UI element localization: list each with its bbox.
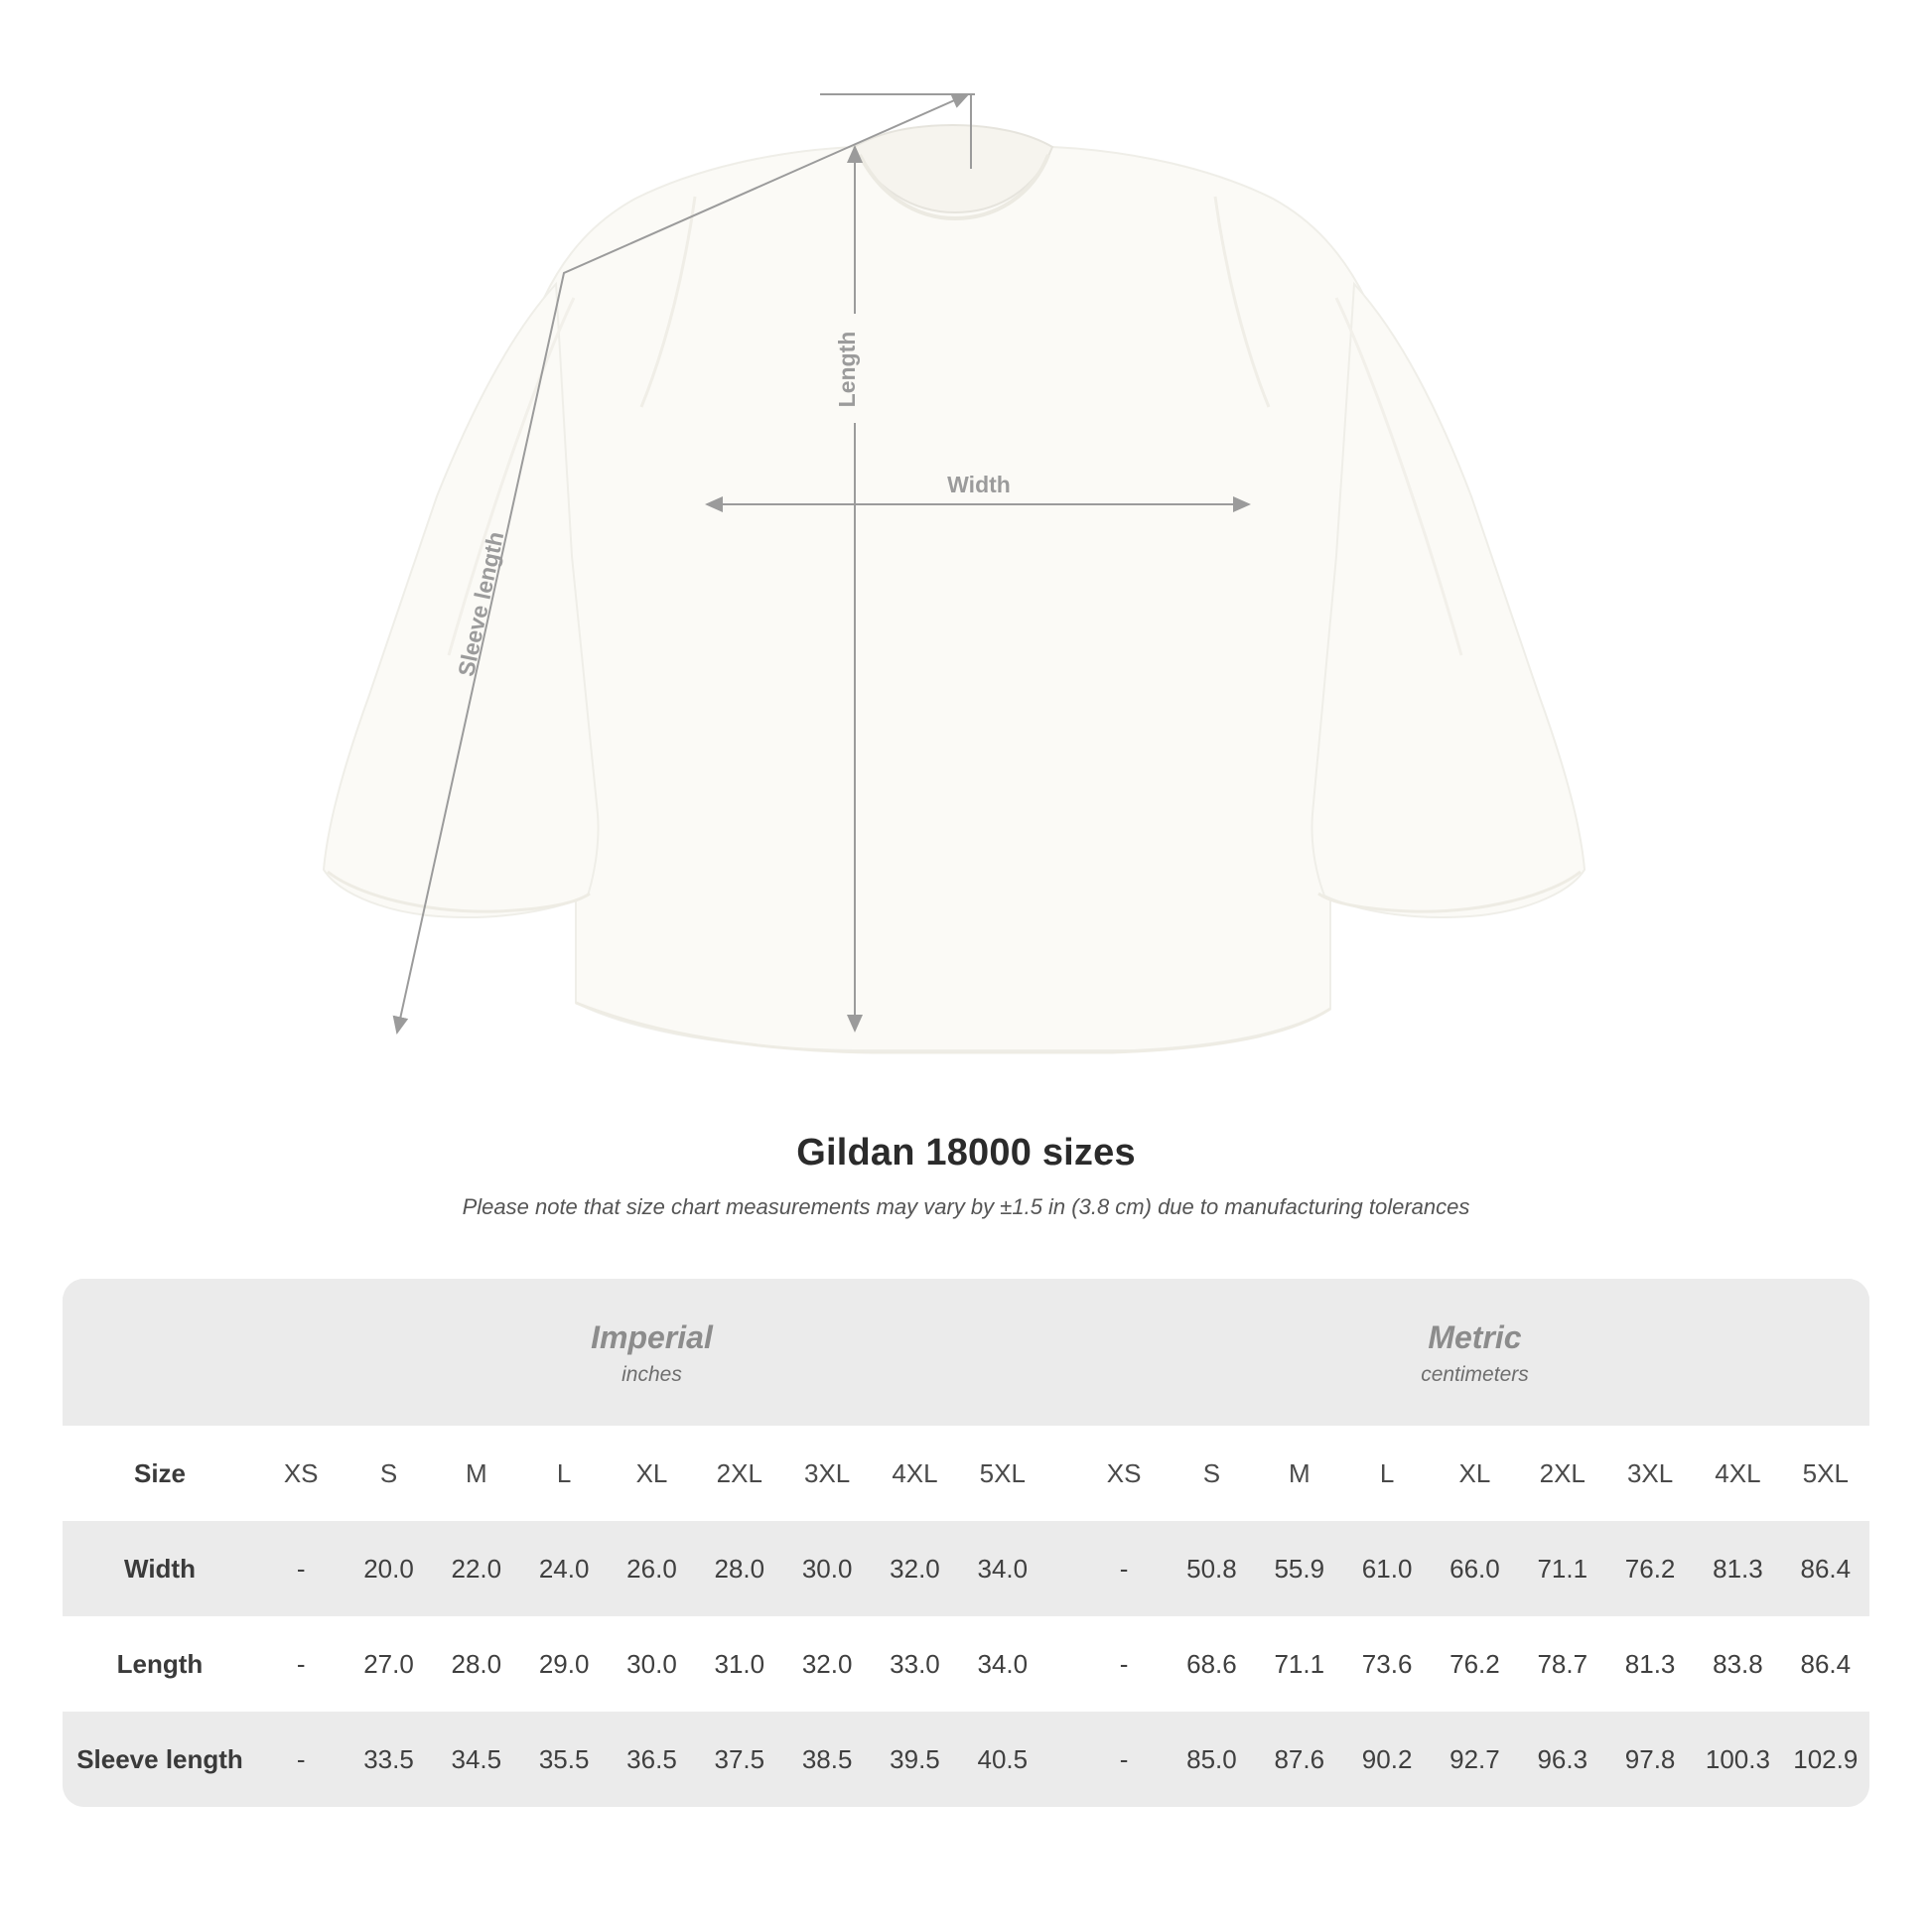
cell-width-met-4xl: 81.3 <box>1694 1521 1781 1616</box>
metric-unit-sub: centimeters <box>1421 1363 1529 1386</box>
row-label-width: Width <box>63 1521 257 1616</box>
table-row <box>63 1712 1869 1807</box>
cell-width-met-3xl: 76.2 <box>1606 1521 1694 1616</box>
size-header-metric-xs: XS <box>1080 1426 1168 1521</box>
cell-length-met-5xl: 86.4 <box>1782 1616 1869 1712</box>
cell-width-imp-m: 22.0 <box>433 1521 520 1616</box>
size-header-metric-2xl: 2XL <box>1519 1426 1606 1521</box>
sleeve-length-label: Sleeve length <box>453 529 509 679</box>
tolerance-note: Please note that size chart measurements may vary by ±1.5 in (3.8 cm) due to manufacturing tolerances <box>462 1194 1470 1219</box>
cell-width-imp-5xl: 34.0 <box>959 1521 1046 1616</box>
cell-sleeve-imp-s: 33.5 <box>345 1712 432 1807</box>
sweatshirt-shape <box>324 125 1585 1052</box>
row-label-length: Length <box>63 1616 257 1712</box>
cell-width-imp-xl: 26.0 <box>608 1521 695 1616</box>
cell-length-imp-xl: 30.0 <box>608 1616 695 1712</box>
metric-unit-name: Metric <box>1428 1319 1522 1355</box>
cell-width-imp-xs: - <box>257 1521 345 1616</box>
size-header-imperial-2xl: 2XL <box>696 1426 783 1521</box>
size-header-imperial-xl: XL <box>608 1426 695 1521</box>
cell-sleeve-imp-m: 34.5 <box>433 1712 520 1807</box>
cell-width-gap <box>1046 1521 1080 1616</box>
cell-length-imp-4xl: 33.0 <box>871 1616 958 1712</box>
cell-sleeve-imp-xs: - <box>257 1712 345 1807</box>
cell-width-met-l: 61.0 <box>1343 1521 1431 1616</box>
table-row <box>63 1521 1869 1616</box>
size-table <box>63 1279 1869 1807</box>
cell-sleeve-imp-4xl: 39.5 <box>871 1712 958 1807</box>
cell-width-met-xs: - <box>1080 1521 1168 1616</box>
size-header-metric-l: L <box>1343 1426 1431 1521</box>
size-header-metric-5xl: 5XL <box>1782 1426 1869 1521</box>
cell-length-imp-2xl: 31.0 <box>696 1616 783 1712</box>
cell-width-imp-s: 20.0 <box>345 1521 432 1616</box>
cell-width-imp-l: 24.0 <box>520 1521 608 1616</box>
row-label-sleeve-length: Sleeve length <box>63 1712 257 1807</box>
size-header-imperial-5xl: 5XL <box>959 1426 1046 1521</box>
cell-width-met-5xl: 86.4 <box>1782 1521 1869 1616</box>
cell-sleeve-imp-xl: 36.5 <box>608 1712 695 1807</box>
cell-length-gap <box>1046 1616 1080 1712</box>
size-header-metric-3xl: 3XL <box>1606 1426 1694 1521</box>
cell-length-met-m: 71.1 <box>1256 1616 1343 1712</box>
size-header-imperial-xs: XS <box>257 1426 345 1521</box>
cell-width-met-xl: 66.0 <box>1431 1521 1518 1616</box>
cell-sleeve-imp-3xl: 38.5 <box>783 1712 871 1807</box>
page-title: Gildan 18000 sizes <box>796 1132 1136 1173</box>
cell-length-imp-5xl: 34.0 <box>959 1616 1046 1712</box>
cell-sleeve-imp-2xl: 37.5 <box>696 1712 783 1807</box>
size-header-metric-4xl: 4XL <box>1694 1426 1781 1521</box>
cell-sleeve-met-2xl: 96.3 <box>1519 1712 1606 1807</box>
cell-length-imp-l: 29.0 <box>520 1616 608 1712</box>
size-header-row <box>63 1426 1869 1521</box>
size-header-label: Size <box>63 1426 257 1521</box>
cell-length-met-l: 73.6 <box>1343 1616 1431 1712</box>
cell-sleeve-met-l: 90.2 <box>1343 1712 1431 1807</box>
unit-header-metric <box>1080 1279 1869 1426</box>
cell-length-imp-m: 28.0 <box>433 1616 520 1712</box>
size-header-imperial-m: M <box>433 1426 520 1521</box>
size-table-container <box>63 1279 1869 1807</box>
cell-length-imp-3xl: 32.0 <box>783 1616 871 1712</box>
cell-length-imp-s: 27.0 <box>345 1616 432 1712</box>
cell-sleeve-met-xl: 92.7 <box>1431 1712 1518 1807</box>
cell-length-met-xs: - <box>1080 1616 1168 1712</box>
size-header-imperial-3xl: 3XL <box>783 1426 871 1521</box>
size-header-metric-m: M <box>1256 1426 1343 1521</box>
cell-sleeve-met-s: 85.0 <box>1168 1712 1255 1807</box>
imperial-unit-name: Imperial <box>591 1319 713 1355</box>
title-block <box>0 1132 1932 1220</box>
cell-sleeve-met-5xl: 102.9 <box>1782 1712 1869 1807</box>
cell-width-met-m: 55.9 <box>1256 1521 1343 1616</box>
cell-width-met-2xl: 71.1 <box>1519 1521 1606 1616</box>
table-row <box>63 1616 1869 1712</box>
unit-header-imperial <box>257 1279 1046 1426</box>
cell-sleeve-met-4xl: 100.3 <box>1694 1712 1781 1807</box>
cell-width-met-s: 50.8 <box>1168 1521 1255 1616</box>
cell-length-met-4xl: 83.8 <box>1694 1616 1781 1712</box>
cell-length-imp-xs: - <box>257 1616 345 1712</box>
size-header-imperial-s: S <box>345 1426 432 1521</box>
size-header-gap <box>1046 1426 1080 1521</box>
imperial-unit-sub: inches <box>621 1363 682 1386</box>
cell-length-met-3xl: 81.3 <box>1606 1616 1694 1712</box>
cell-length-met-2xl: 78.7 <box>1519 1616 1606 1712</box>
cell-sleeve-imp-5xl: 40.5 <box>959 1712 1046 1807</box>
length-label: Length <box>834 331 860 408</box>
size-header-imperial-4xl: 4XL <box>871 1426 958 1521</box>
cell-width-imp-3xl: 30.0 <box>783 1521 871 1616</box>
cell-length-met-s: 68.6 <box>1168 1616 1255 1712</box>
cell-sleeve-gap <box>1046 1712 1080 1807</box>
width-label: Width <box>947 472 1011 497</box>
unit-header-row <box>63 1279 1869 1426</box>
unit-header-gap <box>1046 1279 1080 1426</box>
cell-sleeve-imp-l: 35.5 <box>520 1712 608 1807</box>
cell-width-imp-2xl: 28.0 <box>696 1521 783 1616</box>
cell-sleeve-met-m: 87.6 <box>1256 1712 1343 1807</box>
size-header-imperial-l: L <box>520 1426 608 1521</box>
cell-sleeve-met-xs: - <box>1080 1712 1168 1807</box>
unit-header-spacer <box>63 1279 257 1426</box>
cell-width-imp-4xl: 32.0 <box>871 1521 958 1616</box>
cell-length-met-xl: 76.2 <box>1431 1616 1518 1712</box>
cell-sleeve-met-3xl: 97.8 <box>1606 1712 1694 1807</box>
size-header-metric-xl: XL <box>1431 1426 1518 1521</box>
size-header-metric-s: S <box>1168 1426 1255 1521</box>
